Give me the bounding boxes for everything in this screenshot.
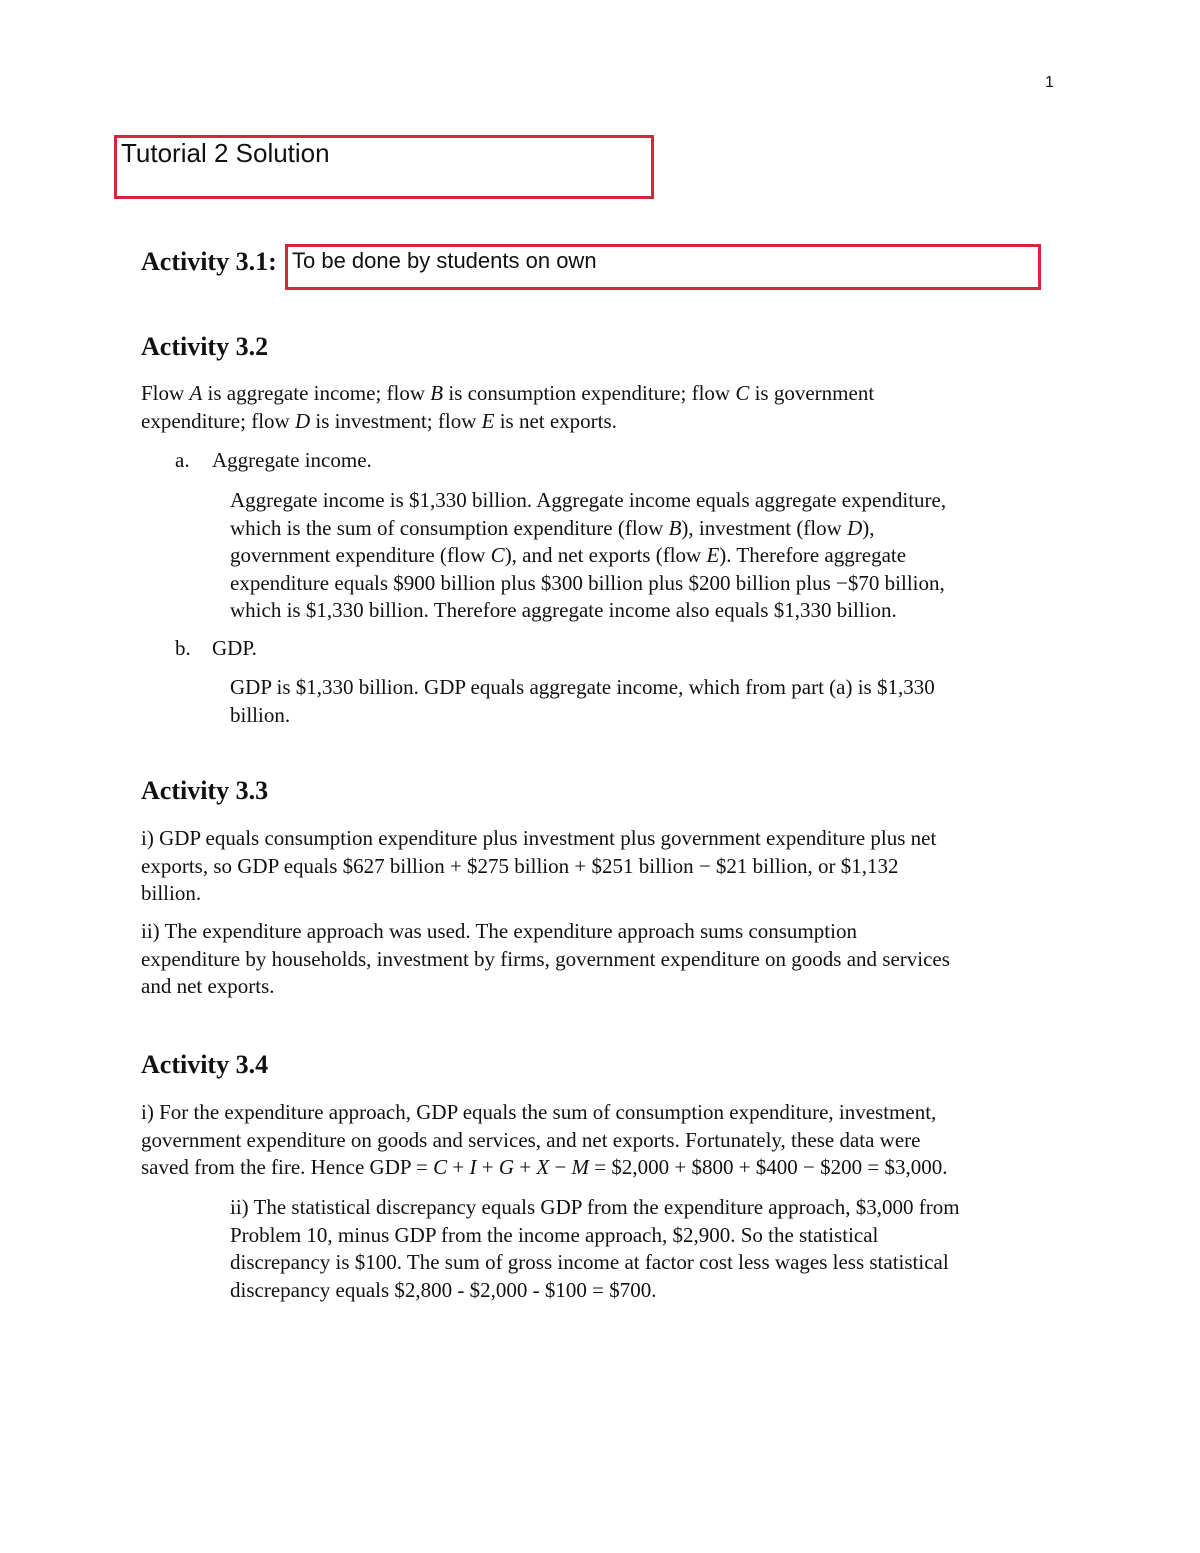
item-b-label: GDP. [212,636,257,660]
a34-p2-line-3: discrepancy is $100. The sum of gross income at factor cost less wages less statistical [230,1250,949,1274]
activity-3-4-part-i [141,1099,1071,1182]
a34-p2-line-4: discrepancy equals $2,800 - $2,000 - $100 = $700. [230,1277,657,1302]
activity-3-3-heading: Activity 3.3 [141,776,269,805]
activity-3-1-note: To be done by students on own [292,248,597,273]
item-a-line-4: expenditure equals $900 billion plus $300 billion plus $200 billion plus −$70 billion, [230,570,945,595]
activity-3-3-part-ii [141,918,1071,1001]
a33-p1-line-2: exports, so GDP equals $627 billion + $275 billion + $251 billion − $21 billion, or $1,132 [141,853,899,878]
a33-p2-line-3: and net exports. [141,974,275,998]
item-b-line-2: billion. [230,702,291,727]
a33-p1-line-1: i) GDP equals consumption expenditure plus investment plus government expenditure plus net [141,826,937,850]
activity-3-2-heading: Activity 3.2 [141,332,269,361]
activity-3-1-heading: Activity 3.1: [141,247,277,276]
a33-p2-line-1: ii) The expenditure approach was used. The expenditure approach sums consumption [141,919,857,943]
item-a-label: Aggregate income. [212,448,372,472]
page-title: Tutorial 2 Solution [121,138,330,168]
intro-line-2: expenditure; flow D is investment; flow E is net exports. [141,408,617,433]
a34-p1-line-1: i) For the expenditure approach, GDP equals the sum of consumption expenditure, investment, [141,1100,937,1124]
item-b-marker: b. [175,636,191,660]
item-b-answer [230,674,1070,729]
a34-p2-line-2: Problem 10, minus GDP from the income approach, $2,900. So the statistical [230,1222,879,1247]
a34-p1-line-2: government expenditure on goods and services, and net exports. Fortunately, these data were [141,1127,921,1152]
activity-3-4-part-ii [230,1194,1070,1304]
page-number: 1 [1045,74,1054,91]
item-a-line-3: government expenditure (flow C), and net exports (flow E). Therefore aggregate [230,543,907,567]
item-a-marker: a. [175,448,190,472]
a33-p1-line-3: billion. [141,881,202,905]
a33-p2-line-2: expenditure by households, investment by firms, government expenditure on goods and services [141,946,950,971]
item-a-line-2: which is the sum of consumption expenditure (flow B), investment (flow D), [230,515,875,540]
intro-line-1: Flow A is aggregate income; flow B is consumption expenditure; flow C is government [141,381,875,405]
a34-p2-line-1: ii) The statistical discrepancy equals GDP from the expenditure approach, $3,000 from [230,1195,960,1219]
item-a-line-1: Aggregate income is $1,330 billion. Aggregate income equals aggregate expenditure, [230,488,947,512]
activity-3-1-note-box [285,244,1041,290]
activity-3-2-intro [141,380,1071,435]
item-b-line-1: GDP is $1,330 billion. GDP equals aggregate income, which from part (a) is $1,330 [230,675,935,699]
activity-3-4-heading: Activity 3.4 [141,1050,269,1079]
item-a-line-5: which is $1,330 billion. Therefore aggregate income also equals $1,330 billion. [230,598,897,622]
item-a-answer [230,487,1070,625]
activity-3-3-part-i [141,825,1071,908]
title-box [114,135,654,199]
a34-p1-line-3: saved from the fire. Hence GDP = C + I + G + X − M = $2,000 + $800 + $400 − $200 = $3,000. [141,1155,948,1179]
